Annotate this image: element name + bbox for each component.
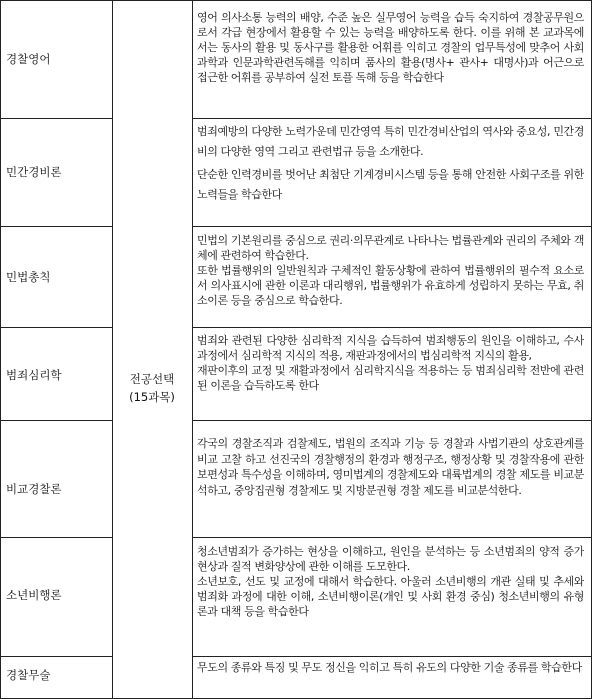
course-description	[197, 333, 584, 418]
description-paragraph: 또한 법률행위의 일반원칙과 구체적인 활동상황에 관하여 법률행위의 필수적 요소로서 의사표시에 관한 이론과 대리행위, 법률행위가 유효하게 성립하지 못하는 무효, 취소이론 등을 중심으로 학습한다.	[197, 264, 584, 307]
row-divider	[192, 118, 592, 119]
column-divider	[112, 0, 113, 699]
description-paragraph: 영어 의사소통 능력의 배양, 수준 높은 실무영어 능력을 습득 숙지하여 경찰공무원으로서 각급 현장에서 활용할 수 있는 능력을 배양하도록 한다. 이를 위해 본 교과목에서는 동사의 활용 및 동사구를 활용한 어휘를 익히고 경찰의 업무특성에 맞추어 사회과학과 인문과학관련독해를 익히며 품사의 활용(명사+ 관사+ 대명사)과 어근으로 접근한 어휘를 공부하여 실전 토플 독해 등을 학습한다	[197, 11, 584, 84]
category-cell	[113, 370, 191, 406]
category-count: (15과목)	[129, 390, 175, 404]
course-name: 민법총칙	[6, 270, 51, 284]
course-name: 비교경찰론	[6, 482, 62, 496]
row-divider	[0, 226, 112, 227]
column-divider	[0, 0, 1, 699]
course-description	[197, 122, 584, 224]
row-divider	[192, 327, 592, 328]
description-paragraph: 범죄와 관련된 다양한 심리학적 지식을 습득하여 범죄행동의 원인을 이해하고, 수사과정에서 심리학적 지식의 적용, 재판과정에서의 법심리학적 지식의 활용,	[197, 334, 584, 362]
category-label: 전공선택	[129, 372, 175, 386]
description-paragraph: 재판이후의 교정 및 재활과정에서 심리학지식을 적용하는 등 범죄심리학 전반에 관련된 이론을 습득하도록 한다	[197, 364, 584, 392]
row-divider	[0, 420, 112, 421]
course-name: 경찰영어	[6, 52, 51, 66]
description-paragraph: 청소년범죄가 증가하는 현상을 이해하고, 원인을 분석하는 등 소년범죄의 양적 증가현상과 질적 변화양상에 관한 이해를 도모한다.	[197, 545, 584, 573]
row-divider	[192, 656, 592, 657]
row-divider	[0, 327, 112, 328]
course-name: 소년비행론	[6, 588, 62, 602]
row-divider	[192, 420, 592, 421]
row-divider	[192, 537, 592, 538]
description-paragraph: 무도의 종류와 특징 및 무도 정신을 익히고 특히 유도의 다양한 기술 종류를 학습한다	[197, 661, 582, 674]
course-description	[197, 544, 584, 654]
row-divider	[0, 656, 112, 657]
course-description	[197, 10, 584, 116]
description-paragraph: 소년보호, 선도 및 교정에 대해서 학습한다. 아울러 소년비행의 개관 실태 및 추세와 범죄화 과정에 대한 이해, 소년비행이론(개인 및 사회 환경 중심) 청소년비행의 유형론과 대책 등을 학습한다	[197, 575, 584, 618]
row-divider	[0, 118, 112, 119]
course-description	[197, 658, 584, 698]
description-paragraph: 범죄예방의 다양한 노력가운데 민간영역 특히 민간경비산업의 역사와 중요성, 민간경비의 다양한 영역 그리고 관련법규 등을 소개한다.	[197, 125, 584, 158]
row-divider	[0, 537, 112, 538]
course-description	[197, 436, 584, 534]
row-divider	[0, 0, 592, 1]
course-name: 경찰무술	[6, 668, 51, 682]
course-name: 범죄심리학	[6, 368, 62, 382]
row-divider	[192, 226, 592, 227]
course-description	[197, 233, 584, 325]
description-paragraph: 각국의 경찰조직과 검찰제도, 법원의 조직과 기능 등 경찰과 사법기관의 상호관계를 비교 고찰 하고 선진국의 경찰행정의 환경과 행정구조, 행정상황 및 경찰작용에 관한 보편성과 특수성을 이해하며, 영미법계의 경찰제도와 대륙법계의 경찰 제도를 비교분석하고, 중앙집권형 경찰제도 및 지방분권형 경찰 제도를 비교분석한다.	[197, 437, 584, 497]
description-paragraph: 민법의 기본원리를 중심으로 권리·의무관계로 나타나는 법률관계와 권리의 주체와 객체에 관련하여 학습한다.	[197, 234, 584, 262]
column-divider	[192, 0, 193, 699]
course-name: 민간경비론	[6, 165, 62, 179]
description-paragraph: 단순한 인력경비를 벗어난 최첨단 기계경비시스템 등을 통해 안전한 사회구조를 위한 노력들을 학습한다	[197, 168, 584, 201]
